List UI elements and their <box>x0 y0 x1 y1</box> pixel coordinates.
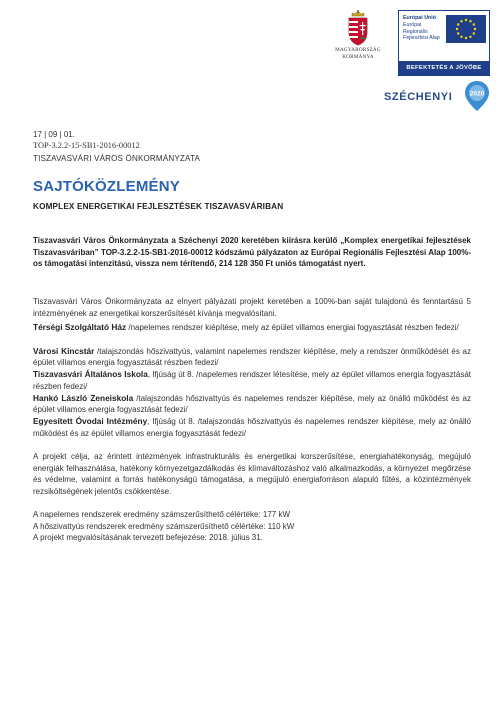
completion-date: A projekt megvalósításának tervezett befejezése: 2018. július 31. <box>33 533 263 543</box>
institution-description: /talajszondás hőszivattyús és napelemes rendszer kiépítése, mely az önálló működést és az épület villamos energia fogyasztását fedezi/ <box>33 393 471 415</box>
institution-name: Városi Kincstár <box>33 345 95 356</box>
institution-item <box>33 369 471 392</box>
institution-description: , Ifjúság út 8. /talajszondás hőszivattyús és napelemes rendszer kiépítése, mely az önálló működést és az épület villamos energia fogyasztását fedezi/ <box>33 417 471 438</box>
government-name-line2: KORMÁNYA <box>342 54 374 60</box>
institution-name: Térségi Szolgáltató Ház <box>33 322 127 332</box>
institution-item <box>33 322 471 334</box>
project-code: TOP-3.2.2-15-SB1-2016-00012 <box>33 141 140 150</box>
document-date: 17 | 09 | 01. <box>33 130 75 139</box>
institution-name: Egyesített Óvodai Intézmény <box>33 416 148 426</box>
government-logo <box>322 10 394 60</box>
organization-name: TISZAVASVÁRI VÁROS ÖNKORMÁNYZATA <box>33 154 200 163</box>
institution-description: /talajszondás hőszivattyús, valamint napelemes rendszer kiépítése, mely a rendszer önműködését és az épület villamos energia fogyasztását részben fedezi/ <box>33 346 472 368</box>
heatpump-target-value: A hőszivattyús rendszerek eredmény számszerűsíthető célértéke: 110 kW <box>33 521 295 531</box>
page-title: SAJTÓKÖZLEMÉNY <box>33 178 180 195</box>
eu-banner: BEFEKTETÉS A JÖVŐBE <box>399 61 489 75</box>
government-name-line1: MAGYARORSZÁG <box>335 47 381 53</box>
institution-item <box>33 416 471 439</box>
institution-name: Tiszavasvári Általános Iskola <box>33 369 148 379</box>
coat-of-arms-icon <box>345 10 371 46</box>
institution-description: , Ifjúság út 8. /napelemes rendszer létesítése, mely az épület villamos energia fogyasztását részben fedezi/ <box>33 370 472 391</box>
institution-description: /napelemes rendszer kiépítése, mely az épület villamos energiai fogyasztását részben fedezi/ <box>126 323 459 332</box>
solar-target-value: A napelemes rendszerek eredmény számszerűsíthető célértéke: 177 kW <box>33 510 291 519</box>
lead-paragraph: Tiszavasvári Város Önkormányzata az elnyert pályázati projekt keretében a 100%-ban saját tulajdonú és fenntartású 5 intézményének az energetikai korszerűsítését kívánja megvalósítani. <box>33 297 471 318</box>
eu-name: Európai Unió <box>403 15 436 21</box>
szechenyi-year: 2020 <box>469 90 485 98</box>
szechenyi-2020-icon <box>464 80 490 112</box>
goal-paragraph: A projekt célja, az érintett intézmények infrastrukturális és energetikai korszerűsítése, energiahatékonyság, megújuló energiák felhasználása, hatékony környezetgazdálkodás és klímaváltozáshoz való alkalmazkodás, a környezet megőrzése és védelme, valamint a forrás hatékonyságú támogatása, a megújuló energiaforráson alapuló fűtés, a közintézmények rezsiköltségének jelentős csökkentése. <box>33 452 471 496</box>
institution-item <box>33 346 471 369</box>
szechenyi-2020-logo <box>378 80 500 112</box>
eu-funding-badge <box>398 10 490 76</box>
eu-flag-icon <box>446 15 486 43</box>
institution-name: Hankó László Zeneiskola <box>33 392 134 403</box>
institution-item <box>33 393 471 416</box>
intro-paragraph: Tiszavasvári Város Önkormányzata a Széchenyi 2020 keretében kiírásra kerülő „Komplex energetikai fejlesztések Tiszavasváriban” TOP-3.2.2-15-SB1-2016-00012 kódszámú pályázaton az Európai Regionális Fejlesztési Alap 100%-os támogatási intenzitású, vissza nem térítendő, 214 128 350 Ft uniós támogatást nyert. <box>33 236 471 269</box>
eu-fund-line2: Fejlesztési Alap <box>403 35 440 42</box>
page-subtitle: KOMPLEX ENERGETIKAI FEJLESZTÉSEK TISZAVASVÁRIBAN <box>33 202 284 211</box>
eu-fund-line1: Európai Regionális <box>403 21 428 35</box>
szechenyi-wordmark: SZÉCHENYI <box>384 91 453 103</box>
